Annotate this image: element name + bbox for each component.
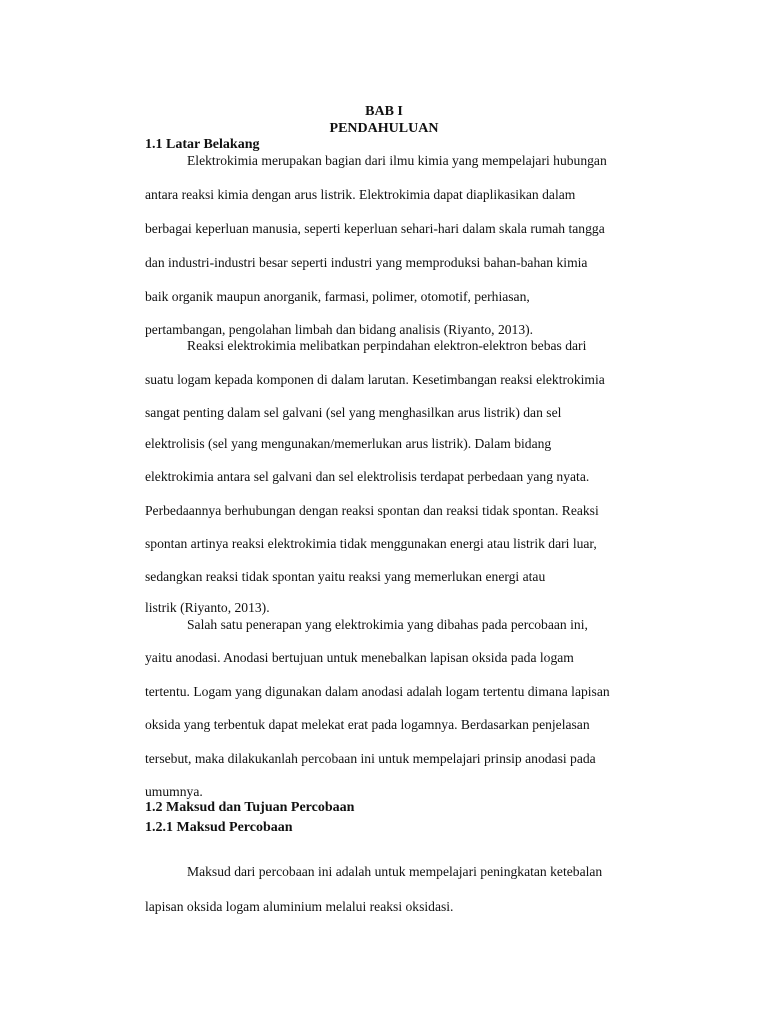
paragraph-line: Perbedaannya berhubungan dengan reaksi spontan dan reaksi tidak spontan. Reaksi (145, 503, 599, 518)
paragraph-line: Reaksi elektrokimia melibatkan perpindahan elektron-elektron bebas dari (187, 338, 587, 353)
paragraph-line: sedangkan reaksi tidak spontan yaitu reaksi yang memerlukan energi atau (145, 569, 546, 584)
chapter-number: BAB I (365, 104, 403, 119)
paragraph-line: baik organik maupun anorganik, farmasi, polimer, otomotif, perhiasan, (145, 289, 530, 304)
paragraph-line: sangat penting dalam sel galvani (sel yang menghasilkan arus listrik) dan sel (145, 405, 562, 420)
section-heading-maksud-tujuan: 1.2 Maksud dan Tujuan Percobaan (145, 800, 355, 815)
paragraph-line: antara reaksi kimia dengan arus listrik. Elektrokimia dapat diaplikasikan dalam (145, 187, 576, 202)
paragraph-line: tersebut, maka dilakukanlah percobaan ini untuk mempelajari prinsip anodasi pada (145, 751, 596, 766)
paragraph-line: spontan artinya reaksi elektrokimia tidak menggunakan energi atau listrik dari luar, (145, 536, 597, 551)
paragraph-line: Elektrokimia merupakan bagian dari ilmu kimia yang mempelajari hubungan (187, 153, 607, 168)
paragraph-line: elektrolisis (sel yang mengunakan/memerlukan arus listrik). Dalam bidang (145, 436, 552, 451)
paragraph-line: Maksud dari percobaan ini adalah untuk mempelajari peningkatan ketebalan (187, 864, 603, 879)
paragraph-line: pertambangan, pengolahan limbah dan bidang analisis (Riyanto, 2013). (145, 322, 534, 337)
section-heading-latar-belakang: 1.1 Latar Belakang (145, 137, 260, 152)
chapter-title: PENDAHULUAN (329, 121, 439, 136)
paragraph-line: Salah satu penerapan yang elektrokimia yang dibahas pada percobaan ini, (187, 617, 588, 632)
paragraph-line: listrik (Riyanto, 2013). (145, 600, 270, 615)
paragraph-line: dan industri-industri besar seperti industri yang memproduksi bahan-bahan kimia (145, 255, 588, 270)
subsection-heading-maksud: 1.2.1 Maksud Percobaan (145, 820, 293, 835)
paragraph-line: oksida yang terbentuk dapat melekat erat pada logamnya. Berdasarkan penjelasan (145, 717, 590, 732)
paragraph-line: suatu logam kepada komponen di dalam larutan. Kesetimbangan reaksi elektrokimia (145, 372, 605, 387)
paragraph-line: yaitu anodasi. Anodasi bertujuan untuk menebalkan lapisan oksida pada logam (145, 650, 574, 665)
paragraph-line: umumnya. (145, 784, 203, 799)
paragraph-line: elektrokimia antara sel galvani dan sel elektrolisis terdapat perbedaan yang nyata. (145, 469, 590, 484)
paragraph-line: lapisan oksida logam aluminium melalui reaksi oksidasi. (145, 899, 454, 914)
paragraph-line: tertentu. Logam yang digunakan dalam anodasi adalah logam tertentu dimana lapisan (145, 684, 610, 699)
paragraph-line: berbagai keperluan manusia, seperti keperluan sehari-hari dalam skala rumah tangga (145, 221, 605, 236)
